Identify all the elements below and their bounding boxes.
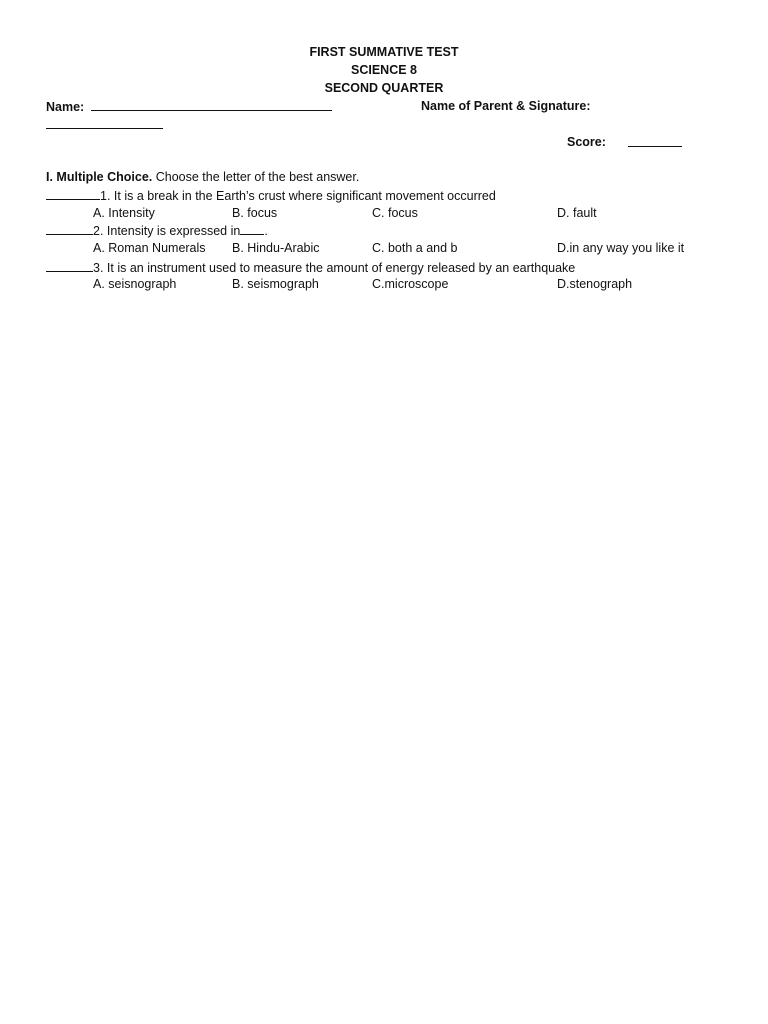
name-blank [91, 98, 332, 111]
q3-choice-c: C.microscope [372, 277, 449, 291]
question-1-number: 1. [100, 189, 111, 203]
question-2-text: Intensity is expressed in [103, 224, 241, 238]
score-blank [628, 134, 682, 147]
question-2-number: 2. [93, 224, 104, 238]
parent-signature-label: Name of Parent & Signature: [421, 99, 591, 113]
question-1-text: It is a break in the Earth’s crust where significant movement occurred [110, 189, 496, 203]
subject-title: SCIENCE 8 [351, 63, 417, 77]
score-field [628, 134, 682, 151]
test-title: FIRST SUMMATIVE TEST [309, 45, 459, 59]
name-label: Name: [46, 100, 85, 114]
question-3-number: 3. [93, 261, 104, 275]
q2-choice-c: C. both a and b [372, 241, 458, 255]
answer-blank-2 [46, 222, 93, 235]
section-instruction: Choose the letter of the best answer. [152, 170, 360, 184]
section-heading [46, 169, 359, 185]
parent-signature-blank [46, 116, 163, 129]
question-2-inline-blank [240, 222, 264, 235]
question-3 [46, 259, 575, 276]
q2-choice-d: D.in any way you like it [557, 241, 685, 255]
q1-choice-d: D. fault [557, 206, 597, 220]
q1-choice-a: A. Intensity [93, 206, 155, 220]
q3-choice-b: B. seismograph [232, 277, 319, 291]
section-title: I. Multiple Choice. [46, 170, 153, 184]
q1-choice-c: C. focus [372, 206, 418, 220]
score-label: Score: [567, 135, 606, 149]
quarter-title: SECOND QUARTER [324, 81, 444, 95]
answer-blank-1 [46, 187, 100, 200]
name-field [46, 98, 332, 115]
question-2-suffix: . [264, 224, 268, 238]
q2-choice-b: B. Hindu-Arabic [232, 241, 320, 255]
q2-choice-a: A. Roman Numerals [93, 241, 206, 255]
question-2 [46, 222, 268, 239]
q1-choice-b: B. focus [232, 206, 278, 220]
answer-blank-3 [46, 259, 93, 272]
q3-choice-a: A. seisnograph [93, 277, 177, 291]
parent-signature-field [46, 116, 163, 133]
q3-choice-d: D.stenograph [557, 277, 633, 291]
question-3-text: It is an instrument used to measure the amount of energy released by an earthquake [103, 261, 576, 275]
question-1 [46, 187, 496, 204]
